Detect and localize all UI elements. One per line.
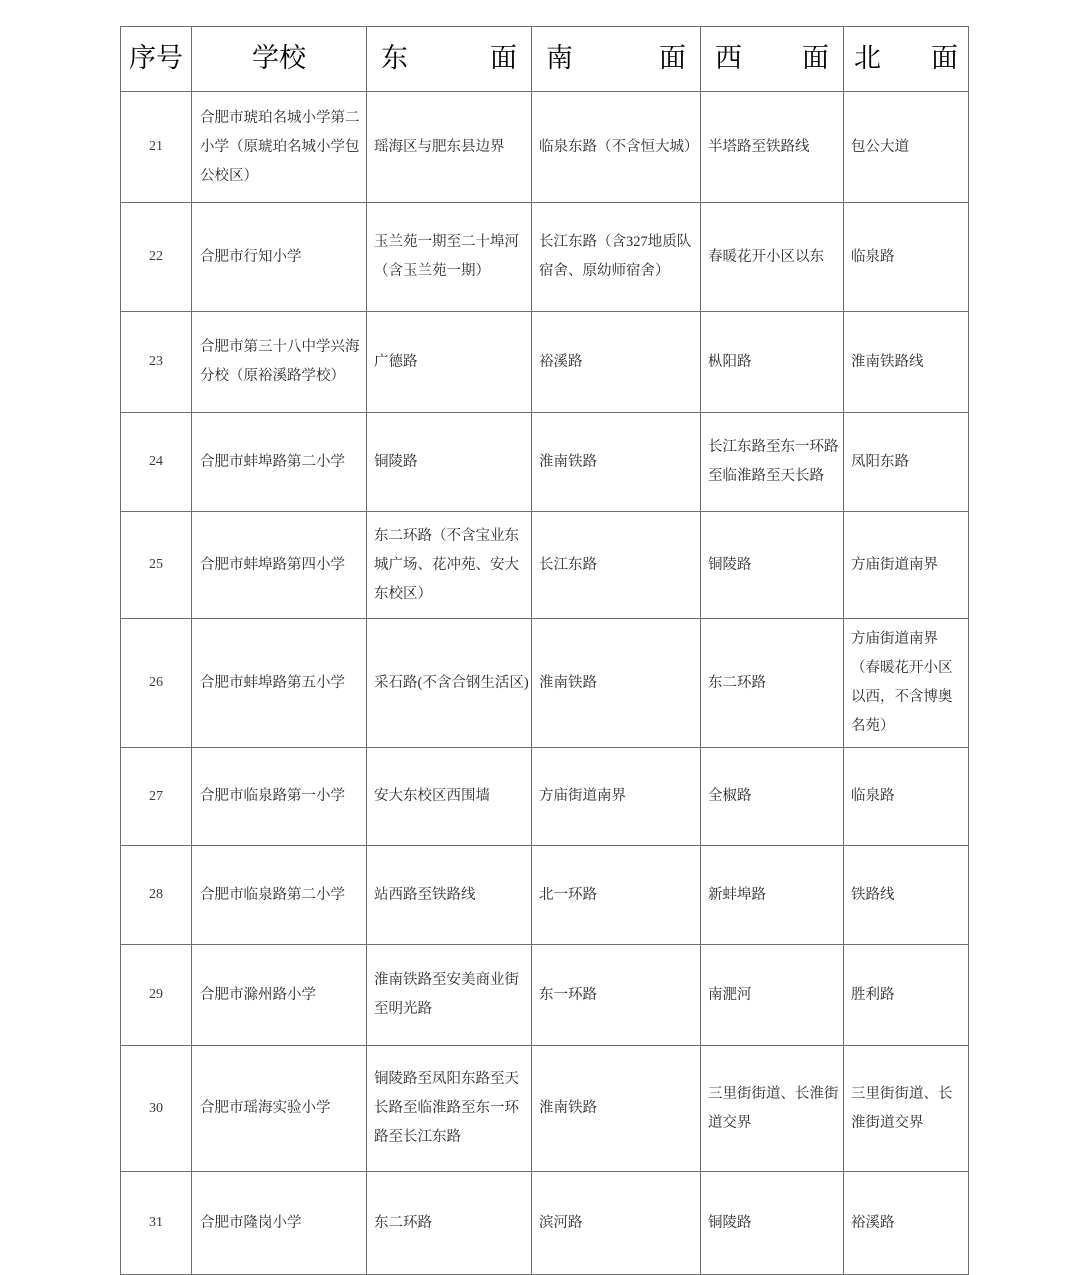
cell-north: 临泉路 — [844, 203, 969, 312]
cell-school: 合肥市行知小学 — [192, 203, 367, 312]
column-header-north: 北 面 — [844, 27, 969, 92]
cell-west: 新蚌埠路 — [701, 846, 844, 945]
cell-north: 裕溪路 — [844, 1172, 969, 1275]
cell-east: 广德路 — [367, 312, 532, 413]
cell-south: 裕溪路 — [532, 312, 701, 413]
cell-south: 临泉东路（不含恒大城） — [532, 92, 701, 203]
column-header-west: 西 面 — [701, 27, 844, 92]
cell-school: 合肥市琥珀名城小学第二小学（原琥珀名城小学包公校区） — [192, 92, 367, 203]
cell-index: 29 — [121, 945, 192, 1046]
cell-south: 东一环路 — [532, 945, 701, 1046]
cell-school: 合肥市蚌埠路第二小学 — [192, 413, 367, 512]
cell-north: 包公大道 — [844, 92, 969, 203]
cell-index: 24 — [121, 413, 192, 512]
school-district-table — [120, 26, 969, 1275]
table-row — [121, 619, 969, 748]
table-row — [121, 1046, 969, 1172]
cell-north: 铁路线 — [844, 846, 969, 945]
cell-school: 合肥市瑶海实验小学 — [192, 1046, 367, 1172]
cell-index: 26 — [121, 619, 192, 748]
cell-north: 三里街街道、长淮街道交界 — [844, 1046, 969, 1172]
cell-index: 21 — [121, 92, 192, 203]
cell-index: 25 — [121, 512, 192, 619]
cell-east: 东二环路（不含宝业东城广场、花冲苑、安大东校区） — [367, 512, 532, 619]
cell-south: 方庙街道南界 — [532, 748, 701, 846]
table-header — [121, 27, 969, 92]
cell-west: 南淝河 — [701, 945, 844, 1046]
cell-east: 东二环路 — [367, 1172, 532, 1275]
cell-index: 28 — [121, 846, 192, 945]
cell-index: 27 — [121, 748, 192, 846]
table-header-row — [121, 27, 969, 92]
cell-east: 淮南铁路至安美商业街至明光路 — [367, 945, 532, 1046]
cell-south: 淮南铁路 — [532, 413, 701, 512]
cell-south: 淮南铁路 — [532, 619, 701, 748]
cell-east: 瑶海区与肥东县边界 — [367, 92, 532, 203]
district-table-container — [120, 26, 968, 1275]
table-row — [121, 846, 969, 945]
table-row — [121, 945, 969, 1046]
cell-east: 玉兰苑一期至二十埠河（含玉兰苑一期） — [367, 203, 532, 312]
cell-north: 胜利路 — [844, 945, 969, 1046]
cell-west: 铜陵路 — [701, 512, 844, 619]
cell-north: 方庙街道南界（春暖花开小区以西，不含博奥名苑） — [844, 619, 969, 748]
cell-west: 铜陵路 — [701, 1172, 844, 1275]
cell-east: 铜陵路至凤阳东路至天长路至临淮路至东一环路至长江东路 — [367, 1046, 532, 1172]
column-header-south: 南 面 — [532, 27, 701, 92]
cell-school: 合肥市临泉路第二小学 — [192, 846, 367, 945]
cell-index: 23 — [121, 312, 192, 413]
cell-school: 合肥市临泉路第一小学 — [192, 748, 367, 846]
table-row — [121, 1172, 969, 1275]
table-row — [121, 748, 969, 846]
cell-index: 31 — [121, 1172, 192, 1275]
table-row — [121, 512, 969, 619]
cell-east: 安大东校区西围墙 — [367, 748, 532, 846]
cell-east: 铜陵路 — [367, 413, 532, 512]
table-body — [121, 92, 969, 1275]
table-row — [121, 413, 969, 512]
column-header-east: 东 面 — [367, 27, 532, 92]
cell-school: 合肥市滁州路小学 — [192, 945, 367, 1046]
cell-south: 滨河路 — [532, 1172, 701, 1275]
cell-west: 长江东路至东一环路至临淮路至天长路 — [701, 413, 844, 512]
cell-north: 临泉路 — [844, 748, 969, 846]
table-row — [121, 92, 969, 203]
cell-school: 合肥市蚌埠路第五小学 — [192, 619, 367, 748]
cell-school: 合肥市第三十八中学兴海分校（原裕溪路学校） — [192, 312, 367, 413]
cell-west: 枞阳路 — [701, 312, 844, 413]
cell-east: 站西路至铁路线 — [367, 846, 532, 945]
cell-index: 22 — [121, 203, 192, 312]
cell-west: 全椒路 — [701, 748, 844, 846]
cell-south: 长江东路 — [532, 512, 701, 619]
cell-south: 北一环路 — [532, 846, 701, 945]
cell-north: 方庙街道南界 — [844, 512, 969, 619]
cell-index: 30 — [121, 1046, 192, 1172]
cell-south: 长江东路（含327地质队宿舍、原幼师宿舍） — [532, 203, 701, 312]
column-header-school: 学校 — [192, 27, 367, 92]
cell-west: 三里街街道、长淮街道交界 — [701, 1046, 844, 1172]
cell-west: 春暖花开小区以东 — [701, 203, 844, 312]
column-header-index: 序号 — [121, 27, 192, 92]
cell-school: 合肥市蚌埠路第四小学 — [192, 512, 367, 619]
cell-north: 凤阳东路 — [844, 413, 969, 512]
cell-west: 东二环路 — [701, 619, 844, 748]
cell-north: 淮南铁路线 — [844, 312, 969, 413]
cell-school: 合肥市隆岗小学 — [192, 1172, 367, 1275]
table-row — [121, 312, 969, 413]
cell-south: 淮南铁路 — [532, 1046, 701, 1172]
cell-west: 半塔路至铁路线 — [701, 92, 844, 203]
table-row — [121, 203, 969, 312]
cell-east: 采石路(不含合钢生活区) — [367, 619, 532, 748]
